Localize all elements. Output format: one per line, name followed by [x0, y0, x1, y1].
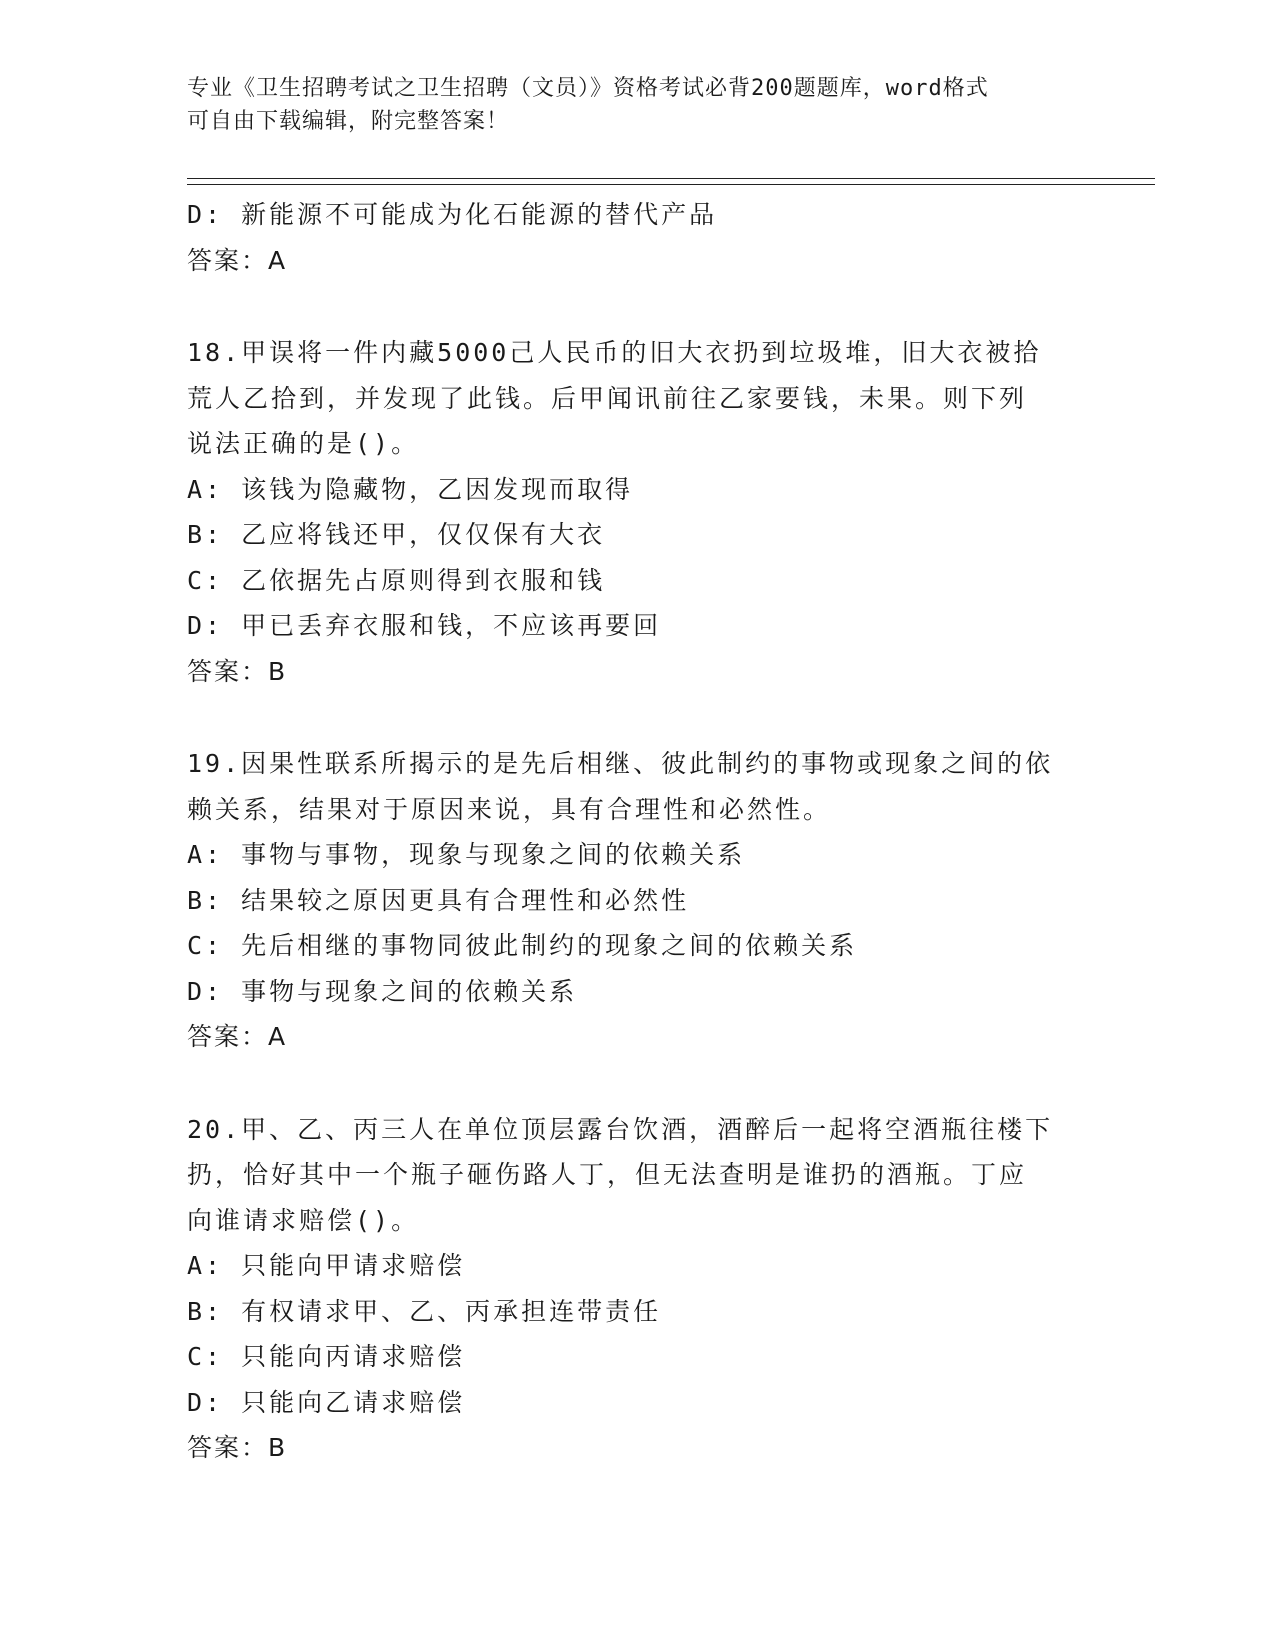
header-line-2: 可自由下载编辑，附完整答案！ [187, 109, 510, 134]
question-20 [187, 1107, 1087, 1471]
header-rule-top [187, 178, 1155, 179]
header-line-1: 专业《卫生招聘考试之卫生招聘（文员）》资格考试必背200题题库，word格式 [187, 76, 989, 101]
answer-line: 答案：A [187, 1022, 288, 1051]
question-18 [187, 330, 1087, 694]
document-header [187, 72, 1067, 138]
option-b: B: 结果较之原因更具有合理性和必然性 [187, 885, 690, 915]
option-a: A: 只能向甲请求赔偿 [187, 1251, 466, 1280]
question-text-line: 20.甲、乙、丙三人在单位顶层露台饮酒，酒醉后一起将空酒瓶往楼下 [187, 1114, 1054, 1144]
question-text-line: 向谁请求赔偿()。 [187, 1205, 420, 1235]
answer-line: 答案：A [187, 245, 288, 275]
option-d: D: 新能源不可能成为化石能源的替代产品 [187, 200, 718, 229]
question-text-line: 赖关系，结果对于原因来说，具有合理性和必然性。 [187, 794, 832, 824]
question-19 [187, 741, 1087, 1060]
question-text-line: 荒人乙拾到，并发现了此钱。后甲闻讯前往乙家要钱，未果。则下列 [187, 383, 1028, 413]
option-c: C: 乙依据先占原则得到衣服和钱 [187, 565, 606, 595]
option-d: D: 事物与现象之间的依赖关系 [187, 976, 578, 1006]
previous-question-tail [187, 192, 1087, 283]
answer-line: 答案：B [187, 656, 288, 686]
option-a: A: 事物与事物，现象与现象之间的依赖关系 [187, 840, 746, 869]
option-b: B: 乙应将钱还甲，仅仅保有大衣 [187, 520, 606, 549]
header-rule-bottom [187, 184, 1155, 185]
option-b: B: 有权请求甲、乙、丙承担连带责任 [187, 1296, 662, 1326]
question-text-line: 18.甲误将一件内藏5000己人民币的旧大衣扔到垃圾堆，旧大衣被拾 [187, 338, 1042, 367]
question-text-line: 扔，恰好其中一个瓶子砸伤路人丁，但无法查明是谁扔的酒瓶。丁应 [187, 1160, 1028, 1189]
answer-line: 答案：B [187, 1433, 288, 1462]
option-a: A: 该钱为隐藏物，乙因发现而取得 [187, 474, 634, 504]
question-text-line: 19.因果性联系所揭示的是先后相继、彼此制约的事物或现象之间的依 [187, 749, 1054, 778]
question-list [187, 192, 1087, 1471]
option-d: D: 只能向乙请求赔偿 [187, 1387, 466, 1417]
option-c: C: 只能向丙请求赔偿 [187, 1342, 466, 1371]
option-d: D: 甲已丢弃衣服和钱，不应该再要回 [187, 611, 662, 640]
option-c: C: 先后相继的事物同彼此制约的现象之间的依赖关系 [187, 931, 858, 960]
question-text-line: 说法正确的是()。 [187, 429, 420, 458]
